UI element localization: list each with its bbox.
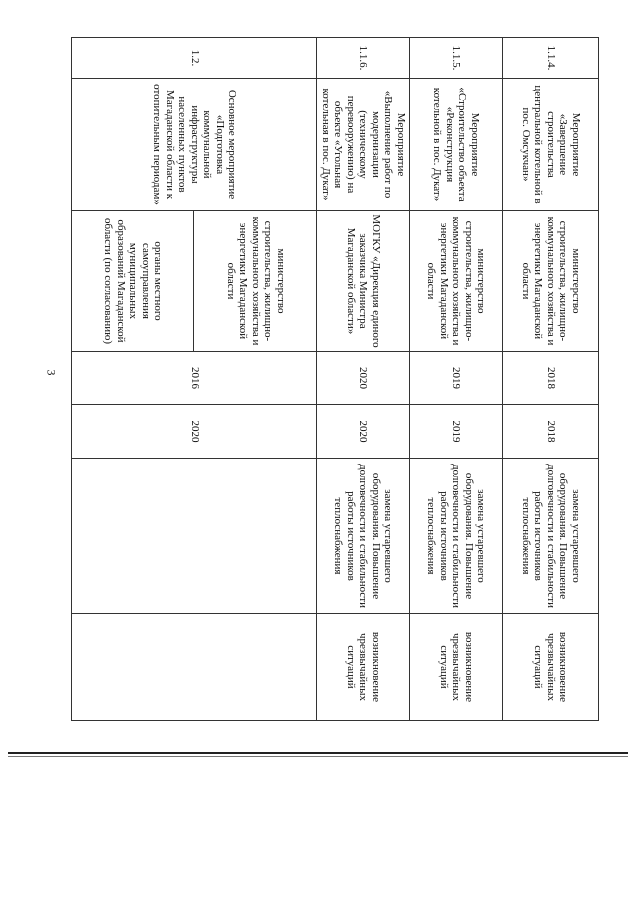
cell-number: 1.2. xyxy=(72,38,317,79)
cell-end-year: 2020 xyxy=(317,405,410,459)
cell-measure-name: Основное мероприятие «Подготовка коммунальной инфраструктуры населенных пунктов Магаданской области к отопительным периодам» xyxy=(72,79,317,211)
rotated-table-container xyxy=(73,37,599,720)
cell-end-year: 2019 xyxy=(410,405,503,459)
measures-table xyxy=(72,37,600,721)
table-row xyxy=(317,38,410,721)
cell-executor: министерство строительства, жилищно-коммунального хозяйства и энергетики Магаданской области xyxy=(503,211,599,352)
table-row xyxy=(503,38,599,721)
cell-end-year: 2018 xyxy=(503,405,599,459)
cell-start-year: 2016 xyxy=(72,352,317,405)
cell-expected-result: замена устаревшего оборудования. Повышение долговечности и стабильности работы источников теплоснабжения xyxy=(503,459,599,614)
cell-number: 1.1.5. xyxy=(410,38,503,79)
cell-expected-result: замена устаревшего оборудования. Повышение долговечности и стабильности работы источников теплоснабжения xyxy=(410,459,503,614)
cell-executor: министерство строительства, жилищно-коммунального хозяйства и энергетики Магаданской области xyxy=(410,211,503,352)
cell-risk: возникновение чрезвычайных ситуаций xyxy=(503,614,599,721)
cell-expected-result: замена устаревшего оборудования. Повышение долговечности и стабильности работы источников теплоснабжения xyxy=(317,459,410,614)
cell-executor: МОГКУ «Дирекция единого заказчика Министра Магаданской области» xyxy=(317,211,410,352)
cell-measure-name: Мероприятие «Выполнение работ по модернизации (техническому перевооружению) на объекте «Угольная котельная в пос. Дукат» xyxy=(317,79,410,211)
cell-number: 1.1.4. xyxy=(503,38,599,79)
cell-executor: министерство строительства, жилищно-коммунального хозяйства и энергетики Магаданской области xyxy=(194,211,317,352)
cell-measure-name: Мероприятие «Завершение строительства центральной котельной в пос. Омсукчан» xyxy=(503,79,599,211)
cell-measure-name: Мероприятие «Строительство объекта «Реконструкция котельной в пос. Дукат» xyxy=(410,79,503,211)
cell-risk: возникновение чрезвычайных ситуаций xyxy=(317,614,410,721)
footer-rule xyxy=(8,752,628,754)
cell-risk xyxy=(72,614,317,721)
cell-start-year: 2019 xyxy=(410,352,503,405)
page-number: 3 xyxy=(44,369,59,376)
cell-number: 1.1.6. xyxy=(317,38,410,79)
table-row xyxy=(410,38,503,721)
cell-end-year: 2020 xyxy=(72,405,317,459)
cell-risk: возникновение чрезвычайных ситуаций xyxy=(410,614,503,721)
cell-expected-result xyxy=(72,459,317,614)
cell-executor-secondary: органы местного самоуправления муниципальных образований Магаданской области (по согласованию) xyxy=(72,211,194,352)
footer-rule-thin xyxy=(8,756,628,757)
cell-start-year: 2020 xyxy=(317,352,410,405)
cell-start-year: 2018 xyxy=(503,352,599,405)
table-row xyxy=(194,38,317,721)
table-rotated-view xyxy=(73,37,599,720)
